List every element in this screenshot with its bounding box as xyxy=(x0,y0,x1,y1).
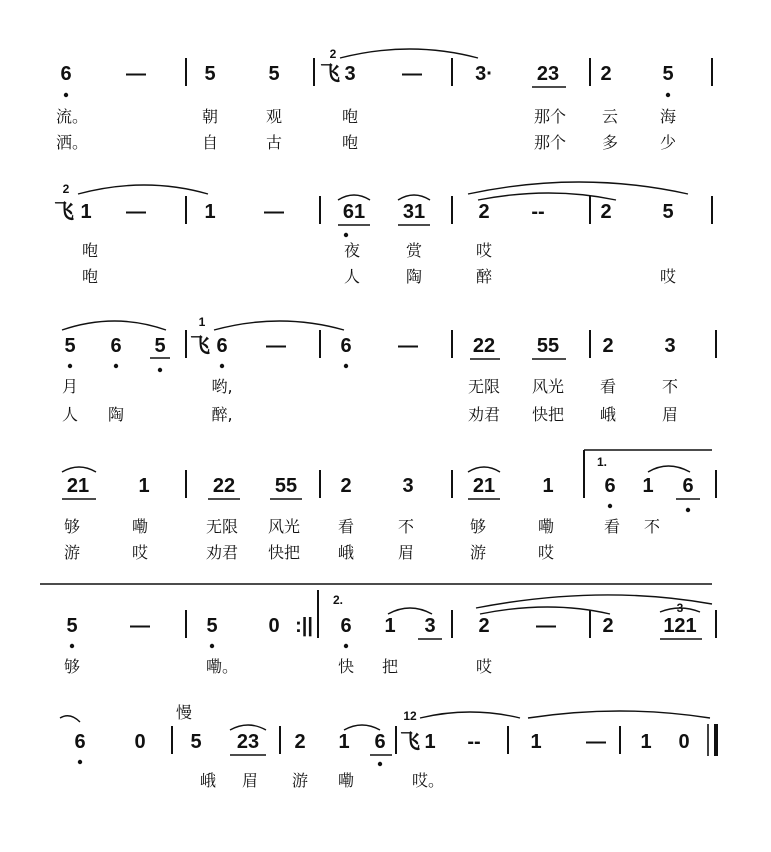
slur xyxy=(398,195,430,200)
lyric: 够 xyxy=(469,517,487,536)
lyric: 那个 xyxy=(533,107,567,126)
note: 5 xyxy=(190,731,202,753)
note: 1 xyxy=(384,615,396,637)
system-5 xyxy=(64,590,716,676)
note: 6 xyxy=(340,615,352,637)
note: 1 xyxy=(542,475,554,497)
lyric: 哎 xyxy=(659,267,677,286)
lyric: 够 xyxy=(63,517,81,536)
lyric: 快把 xyxy=(267,543,301,562)
lyric: 风光 xyxy=(531,377,565,396)
tempo-mark: 慢 xyxy=(175,703,193,722)
system-6 xyxy=(60,703,716,790)
low-octave-dot xyxy=(344,364,348,368)
note: 55 xyxy=(274,475,298,497)
lyric: 多 xyxy=(601,133,619,152)
lyric: 峨 xyxy=(199,771,217,790)
grace-note: 2 xyxy=(62,182,70,196)
dash: -- xyxy=(531,201,545,223)
note: 1 xyxy=(530,731,542,753)
slur xyxy=(62,467,96,472)
note: 21 xyxy=(472,475,496,497)
low-octave-dot xyxy=(378,762,382,766)
note: 55 xyxy=(536,335,560,357)
note: 22 xyxy=(212,475,236,497)
dash: — xyxy=(402,63,422,85)
note: 2 xyxy=(600,201,612,223)
note: 31 xyxy=(402,201,426,223)
note: 5 xyxy=(154,335,166,357)
dash: — xyxy=(586,731,606,753)
lyric: 峨 xyxy=(337,543,355,562)
slur xyxy=(340,49,478,58)
note: 0 xyxy=(268,615,280,637)
slur xyxy=(214,321,344,330)
lyric: 游 xyxy=(63,543,81,562)
note: 0 xyxy=(134,731,146,753)
slur xyxy=(344,725,380,730)
lyric: 月 xyxy=(61,377,79,396)
note: 6 xyxy=(110,335,122,357)
lyric: 劝君 xyxy=(205,543,239,562)
low-octave-dot xyxy=(210,644,214,648)
note: 121 xyxy=(663,615,697,637)
lyric: 哎 xyxy=(537,543,555,562)
note: 23 xyxy=(236,731,260,753)
note: 5 xyxy=(206,615,218,637)
note: 22 xyxy=(472,335,496,357)
slur xyxy=(420,712,520,718)
note: 61 xyxy=(342,201,366,223)
triplet-mark: 3 xyxy=(676,601,684,615)
low-octave-dot xyxy=(666,93,670,97)
lyric: 哎 xyxy=(475,241,493,260)
grace-note: 1 xyxy=(198,315,206,329)
lyric: 醉, xyxy=(211,405,233,424)
note: 1 xyxy=(204,201,216,223)
lyric: 眉 xyxy=(661,405,679,424)
note: 2 xyxy=(602,615,614,637)
grace-note: 2 xyxy=(329,47,337,61)
dash: — xyxy=(266,335,286,357)
slur xyxy=(60,716,80,722)
lyric: 那个 xyxy=(533,133,567,152)
note: 1 xyxy=(424,731,436,753)
lyric: 陶 xyxy=(405,267,423,286)
lyric: 看 xyxy=(599,377,617,396)
note: 2 xyxy=(294,731,306,753)
slur xyxy=(388,608,432,614)
note: 6 xyxy=(374,731,386,753)
lyric: 咆 xyxy=(341,133,359,152)
system-3 xyxy=(62,315,716,424)
note: 6 xyxy=(682,475,694,497)
lyric: 看 xyxy=(603,517,621,536)
lyric: 洒。 xyxy=(55,133,89,152)
lyric: 少 xyxy=(659,133,677,152)
slur xyxy=(528,711,710,718)
note: 飞 xyxy=(54,201,74,223)
note: 5 xyxy=(662,201,674,223)
note: 飞 xyxy=(400,731,420,753)
note: 3 xyxy=(402,475,414,497)
slur xyxy=(468,467,500,472)
note: 21 xyxy=(66,475,90,497)
low-octave-dot xyxy=(70,644,74,648)
lyric: 哎 xyxy=(131,543,149,562)
lyric: 游 xyxy=(291,771,309,790)
note: 5 xyxy=(268,63,280,85)
note: 2 xyxy=(478,201,490,223)
lyric: 夜 xyxy=(343,241,361,260)
lyric: 自 xyxy=(201,133,219,152)
lyric: 云 xyxy=(601,107,619,126)
lyric: 观 xyxy=(265,107,283,126)
slur xyxy=(78,185,208,194)
lyric: 嘞 xyxy=(337,771,355,790)
lyric: 嘞 xyxy=(131,517,149,536)
low-octave-dot xyxy=(220,364,224,368)
lyric: 够 xyxy=(63,657,81,676)
lyric: 海 xyxy=(659,107,677,126)
lyric: 无限 xyxy=(467,377,501,396)
low-octave-dot xyxy=(608,504,612,508)
note: 0 xyxy=(678,731,690,753)
note: 3 xyxy=(424,615,436,637)
note: 2 xyxy=(600,63,612,85)
note: 1 xyxy=(138,475,150,497)
lyric: 眉 xyxy=(397,543,415,562)
note: 1 xyxy=(338,731,350,753)
dash: — xyxy=(536,615,556,637)
note: 2 xyxy=(602,335,614,357)
lyric: 人 xyxy=(343,267,361,286)
dash: — xyxy=(126,63,146,85)
grace-note: 12 xyxy=(403,709,417,723)
lyric: 嘞。 xyxy=(205,657,239,676)
note: 3 xyxy=(344,63,356,85)
lyric: 哎。 xyxy=(411,771,445,790)
lyric: 无限 xyxy=(205,517,239,536)
lyric: 快 xyxy=(337,657,355,676)
volta-label: 2. xyxy=(332,593,344,607)
lyric: 峨 xyxy=(599,405,617,424)
lyric: 朝 xyxy=(201,107,219,126)
dash: — xyxy=(264,201,284,223)
note: 6 xyxy=(60,63,72,85)
lyric: 古 xyxy=(265,133,283,152)
note: 飞 xyxy=(320,63,340,85)
lyric: 醉 xyxy=(475,267,493,286)
note: 5 xyxy=(64,335,76,357)
dash: -- xyxy=(467,731,481,753)
lyric: 不 xyxy=(397,517,415,536)
note: 2 xyxy=(478,615,490,637)
note: 1 xyxy=(642,475,654,497)
lyric: 游 xyxy=(469,543,487,562)
lyric: 把 xyxy=(381,657,399,676)
note: 5 xyxy=(66,615,78,637)
lyric: 看 xyxy=(337,517,355,536)
system-2 xyxy=(54,182,712,286)
note: 6 xyxy=(74,731,86,753)
lyric: 陶 xyxy=(107,405,125,424)
lyric: 嘞 xyxy=(537,517,555,536)
note: 6 xyxy=(340,335,352,357)
lyric: 流。 xyxy=(55,107,89,126)
low-octave-dot xyxy=(686,508,690,512)
lyric: 快把 xyxy=(531,405,565,424)
note: 5 xyxy=(662,63,674,85)
lyric: 不 xyxy=(643,517,661,536)
lyric: 咆 xyxy=(81,241,99,260)
low-octave-dot xyxy=(64,93,68,97)
lyric: 劝君 xyxy=(467,405,501,424)
note: 飞 xyxy=(190,335,210,357)
slur xyxy=(230,725,266,730)
slur xyxy=(62,321,166,330)
lyric: 眉 xyxy=(241,771,259,790)
low-octave-dot xyxy=(68,364,72,368)
low-octave-dot xyxy=(158,368,162,372)
note: 3· xyxy=(475,63,493,85)
note: 6 xyxy=(604,475,616,497)
system-1 xyxy=(56,47,712,152)
lyric: 人 xyxy=(61,405,79,424)
lyric: 赏 xyxy=(405,241,423,260)
lyric: 咆 xyxy=(81,267,99,286)
lyric: 咆 xyxy=(341,107,359,126)
low-octave-dot xyxy=(114,364,118,368)
note: 1 xyxy=(80,201,92,223)
note: 1 xyxy=(640,731,652,753)
lyric: 哟, xyxy=(211,377,233,396)
note: 23 xyxy=(536,63,560,85)
note: 3 xyxy=(664,335,676,357)
lyric: 不 xyxy=(661,377,679,396)
slur xyxy=(338,195,370,200)
low-octave-dot xyxy=(78,760,82,764)
dash: — xyxy=(126,201,146,223)
volta-label: 1. xyxy=(596,455,608,469)
system-4 xyxy=(62,450,716,562)
note: 5 xyxy=(204,63,216,85)
note: 6 xyxy=(216,335,228,357)
repeat-end: :|| xyxy=(295,615,313,637)
low-octave-dot xyxy=(344,233,348,237)
dash: — xyxy=(130,615,150,637)
lyric: 风光 xyxy=(267,517,301,536)
lyric: 哎 xyxy=(475,657,493,676)
low-octave-dot xyxy=(344,644,348,648)
slur xyxy=(468,182,688,194)
note: 2 xyxy=(340,475,352,497)
slur xyxy=(648,466,690,472)
slur xyxy=(478,193,616,200)
dash: — xyxy=(398,335,418,357)
